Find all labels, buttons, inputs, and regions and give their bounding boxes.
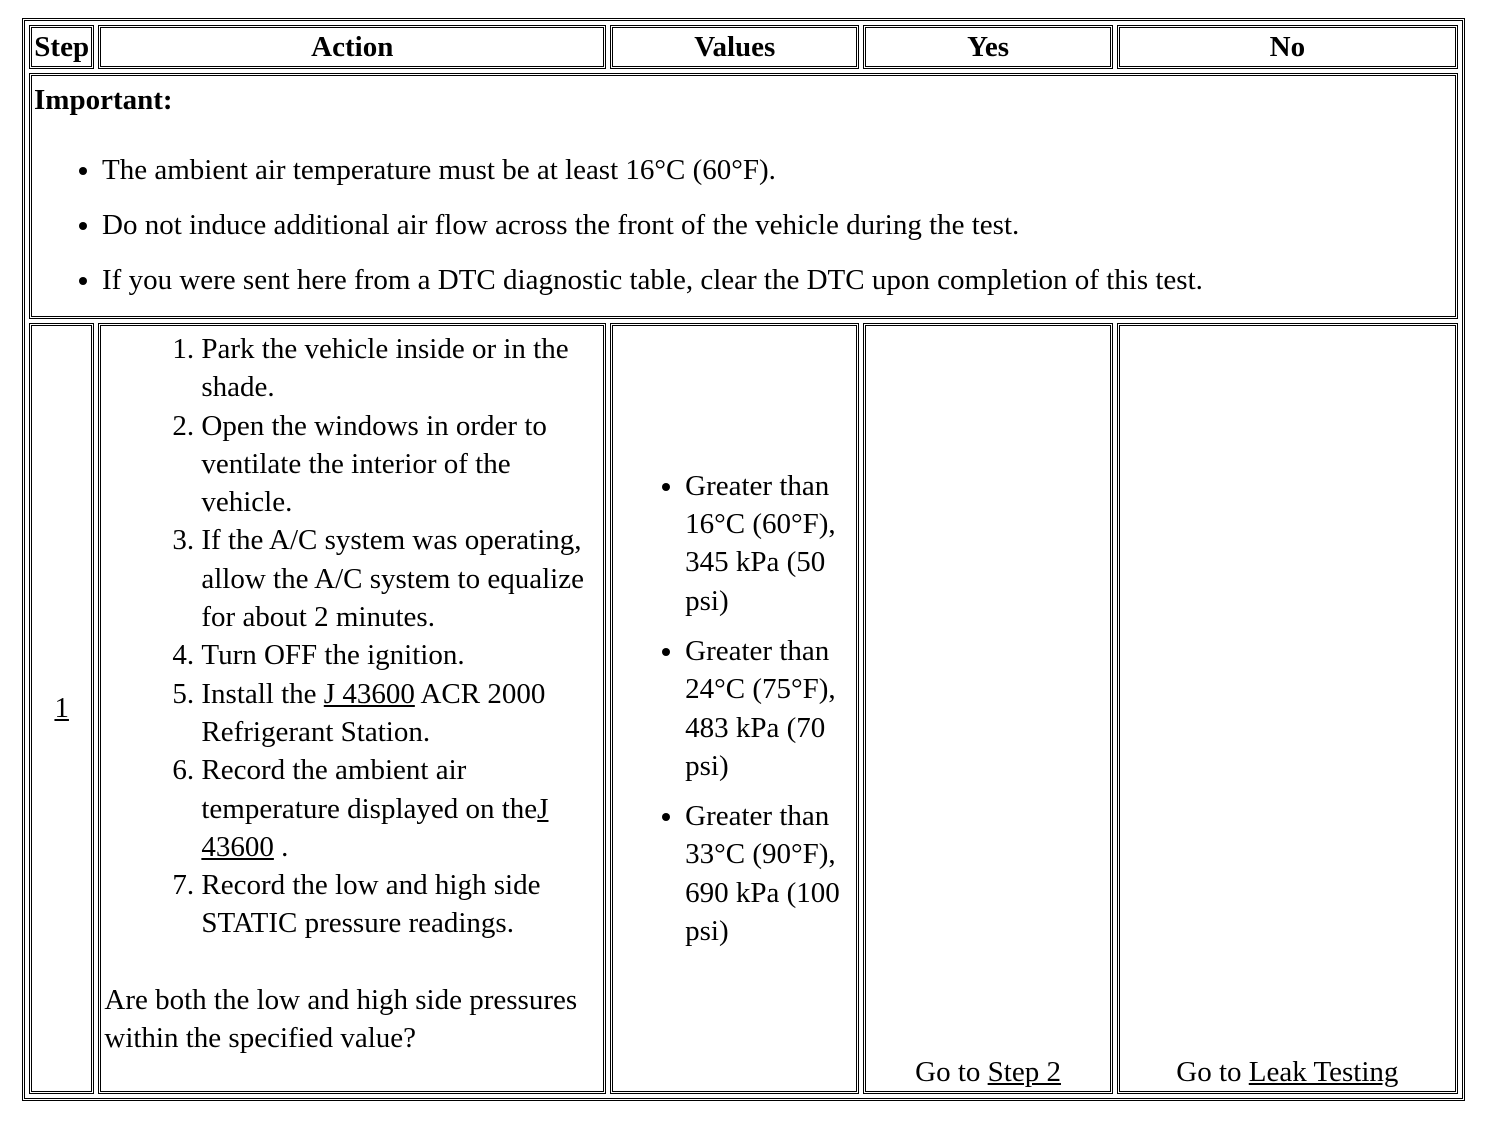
action-item: 7. Record the low and high side STATIC pressure readings.: [201, 866, 597, 943]
important-item: • The ambient air temperature must be at least 16°C (60°F).: [102, 154, 1455, 186]
action-text: ACR 2000 Refrigerant Station.: [201, 677, 546, 748]
header-yes: Yes: [863, 25, 1112, 69]
action-item: 1. Park the vehicle inside or in the shade.: [201, 330, 597, 407]
important-row: [29, 73, 1458, 319]
action-item: 4. Turn OFF the ignition.: [201, 636, 597, 674]
no-cell: [1117, 323, 1458, 1094]
header-no: No: [1117, 25, 1458, 69]
question-text: Are both the low and high side pressures within the specified value?: [104, 983, 578, 1055]
action-text: Install the: [201, 677, 324, 710]
action-item: 3. If the A/C system was operating, allow the A/C system to equalize for about 2 minutes.: [201, 521, 597, 636]
leak-testing-link[interactable]: Leak Testing: [1248, 1056, 1399, 1088]
value-item: • Greater than 16°C (60°F), 345 kPa (50 psi): [685, 467, 850, 620]
j43600-link[interactable]: J 43600: [323, 677, 415, 710]
action-item: [201, 751, 597, 866]
values-cell: [610, 323, 859, 1094]
important-title: Important:: [34, 84, 173, 116]
action-item: 2. Open the windows in order to ventilate the interior of the vehicle.: [201, 407, 597, 522]
action-list: [101, 330, 603, 943]
value-item: • Greater than 33°C (90°F), 690 kPa (100 psi): [685, 797, 850, 950]
step-1-link[interactable]: 1: [54, 692, 69, 724]
header-values: Values: [610, 25, 859, 69]
step-number-cell: [29, 323, 94, 1094]
important-cell: [29, 73, 1458, 319]
value-item: • Greater than 24°C (75°F), 483 kPa (70 psi): [685, 632, 850, 785]
action-text: Record the ambient air temperature displayed on the: [201, 754, 538, 825]
diagnostic-table: [22, 18, 1465, 1101]
no-prefix: Go to: [1176, 1056, 1249, 1088]
values-list: [613, 467, 856, 951]
yes-prefix: Go to: [915, 1056, 988, 1088]
step-2-link[interactable]: Step 2: [987, 1056, 1061, 1088]
diagnostic-page: [22, 18, 1465, 1101]
important-item: • Do not induce additional air flow across the front of the vehicle during the test.: [102, 209, 1455, 241]
important-list: [32, 154, 1455, 296]
header-step: Step: [29, 25, 94, 69]
header-row: [29, 25, 1458, 69]
action-text: .: [273, 830, 289, 863]
important-item: • If you were sent here from a DTC diagnostic table, clear the DTC upon completion of this test.: [102, 264, 1455, 296]
j43600-link[interactable]: J 43600: [201, 792, 549, 863]
action-cell: [98, 323, 606, 1094]
step-row: [29, 323, 1458, 1094]
action-item: [201, 675, 597, 752]
header-action: Action: [98, 25, 606, 69]
yes-cell: [863, 323, 1112, 1094]
